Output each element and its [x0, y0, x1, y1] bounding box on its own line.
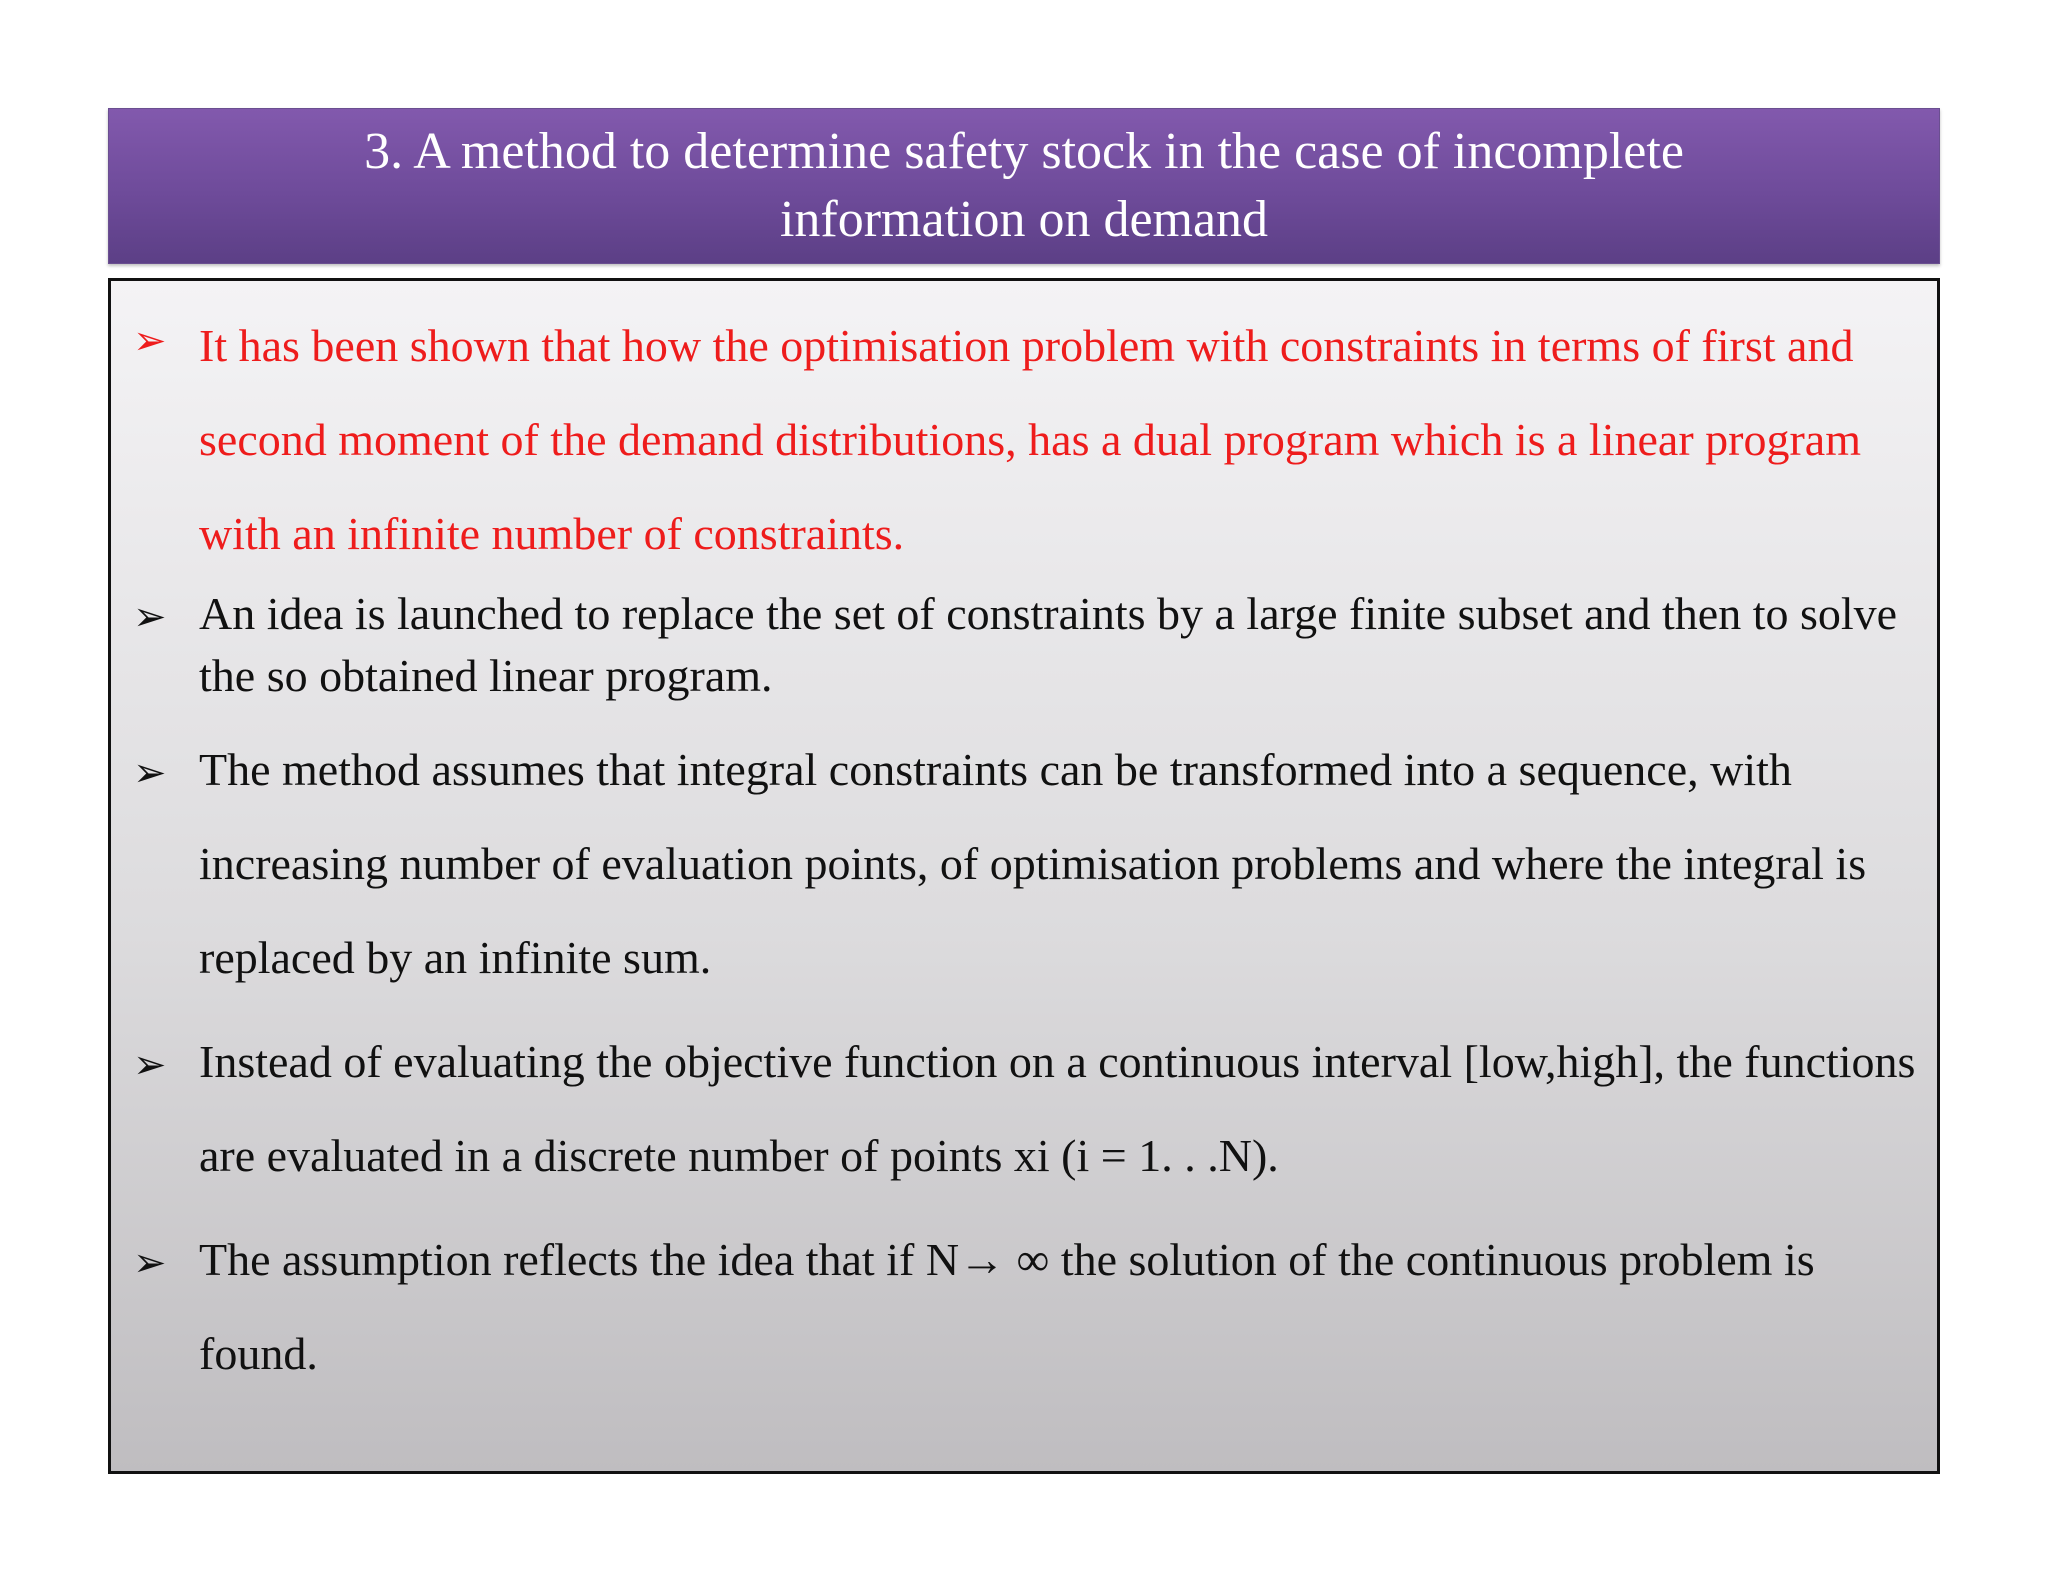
arrow-bullet-icon: ➢ [133, 1240, 167, 1285]
arrow-bullet-icon: ➢ [133, 318, 167, 363]
bullet-text-4: Instead of evaluating the objective function on a continuous interval [low,high], the functions are evaluated in a discrete number of points xi (i = 1. . .N). [199, 1036, 1916, 1181]
slide-title: 3. A method to determine safety stock in the case of incomplete information on demand [364, 123, 1684, 248]
slide-content-box [108, 278, 1940, 1474]
slide-title-bar [108, 108, 1940, 264]
bullet-text-2: An idea is launched to replace the set of constraints by a large finite subset and then to solve the so obtained linear program. [199, 588, 1898, 701]
bullet-text-5: The assumption reflects the idea that if N→ ∞ the solution of the continuous problem is found. [199, 1234, 1815, 1379]
arrow-bullet-icon: ➢ [133, 750, 167, 795]
arrow-bullet-icon: ➢ [133, 594, 167, 639]
arrow-bullet-icon: ➢ [133, 1042, 167, 1087]
bullet-text-1: It has been shown that how the optimisation problem with constraints in terms of first and second moment of the demand distributions, has a dual program which is a linear program with an infinite number of constraints. [199, 320, 1861, 559]
bullet-text-3: The method assumes that integral constraints can be transformed into a sequence, with increasing number of evaluation points, of optimisation problems and where the integral is replaced by an infinite sum. [199, 744, 1867, 983]
